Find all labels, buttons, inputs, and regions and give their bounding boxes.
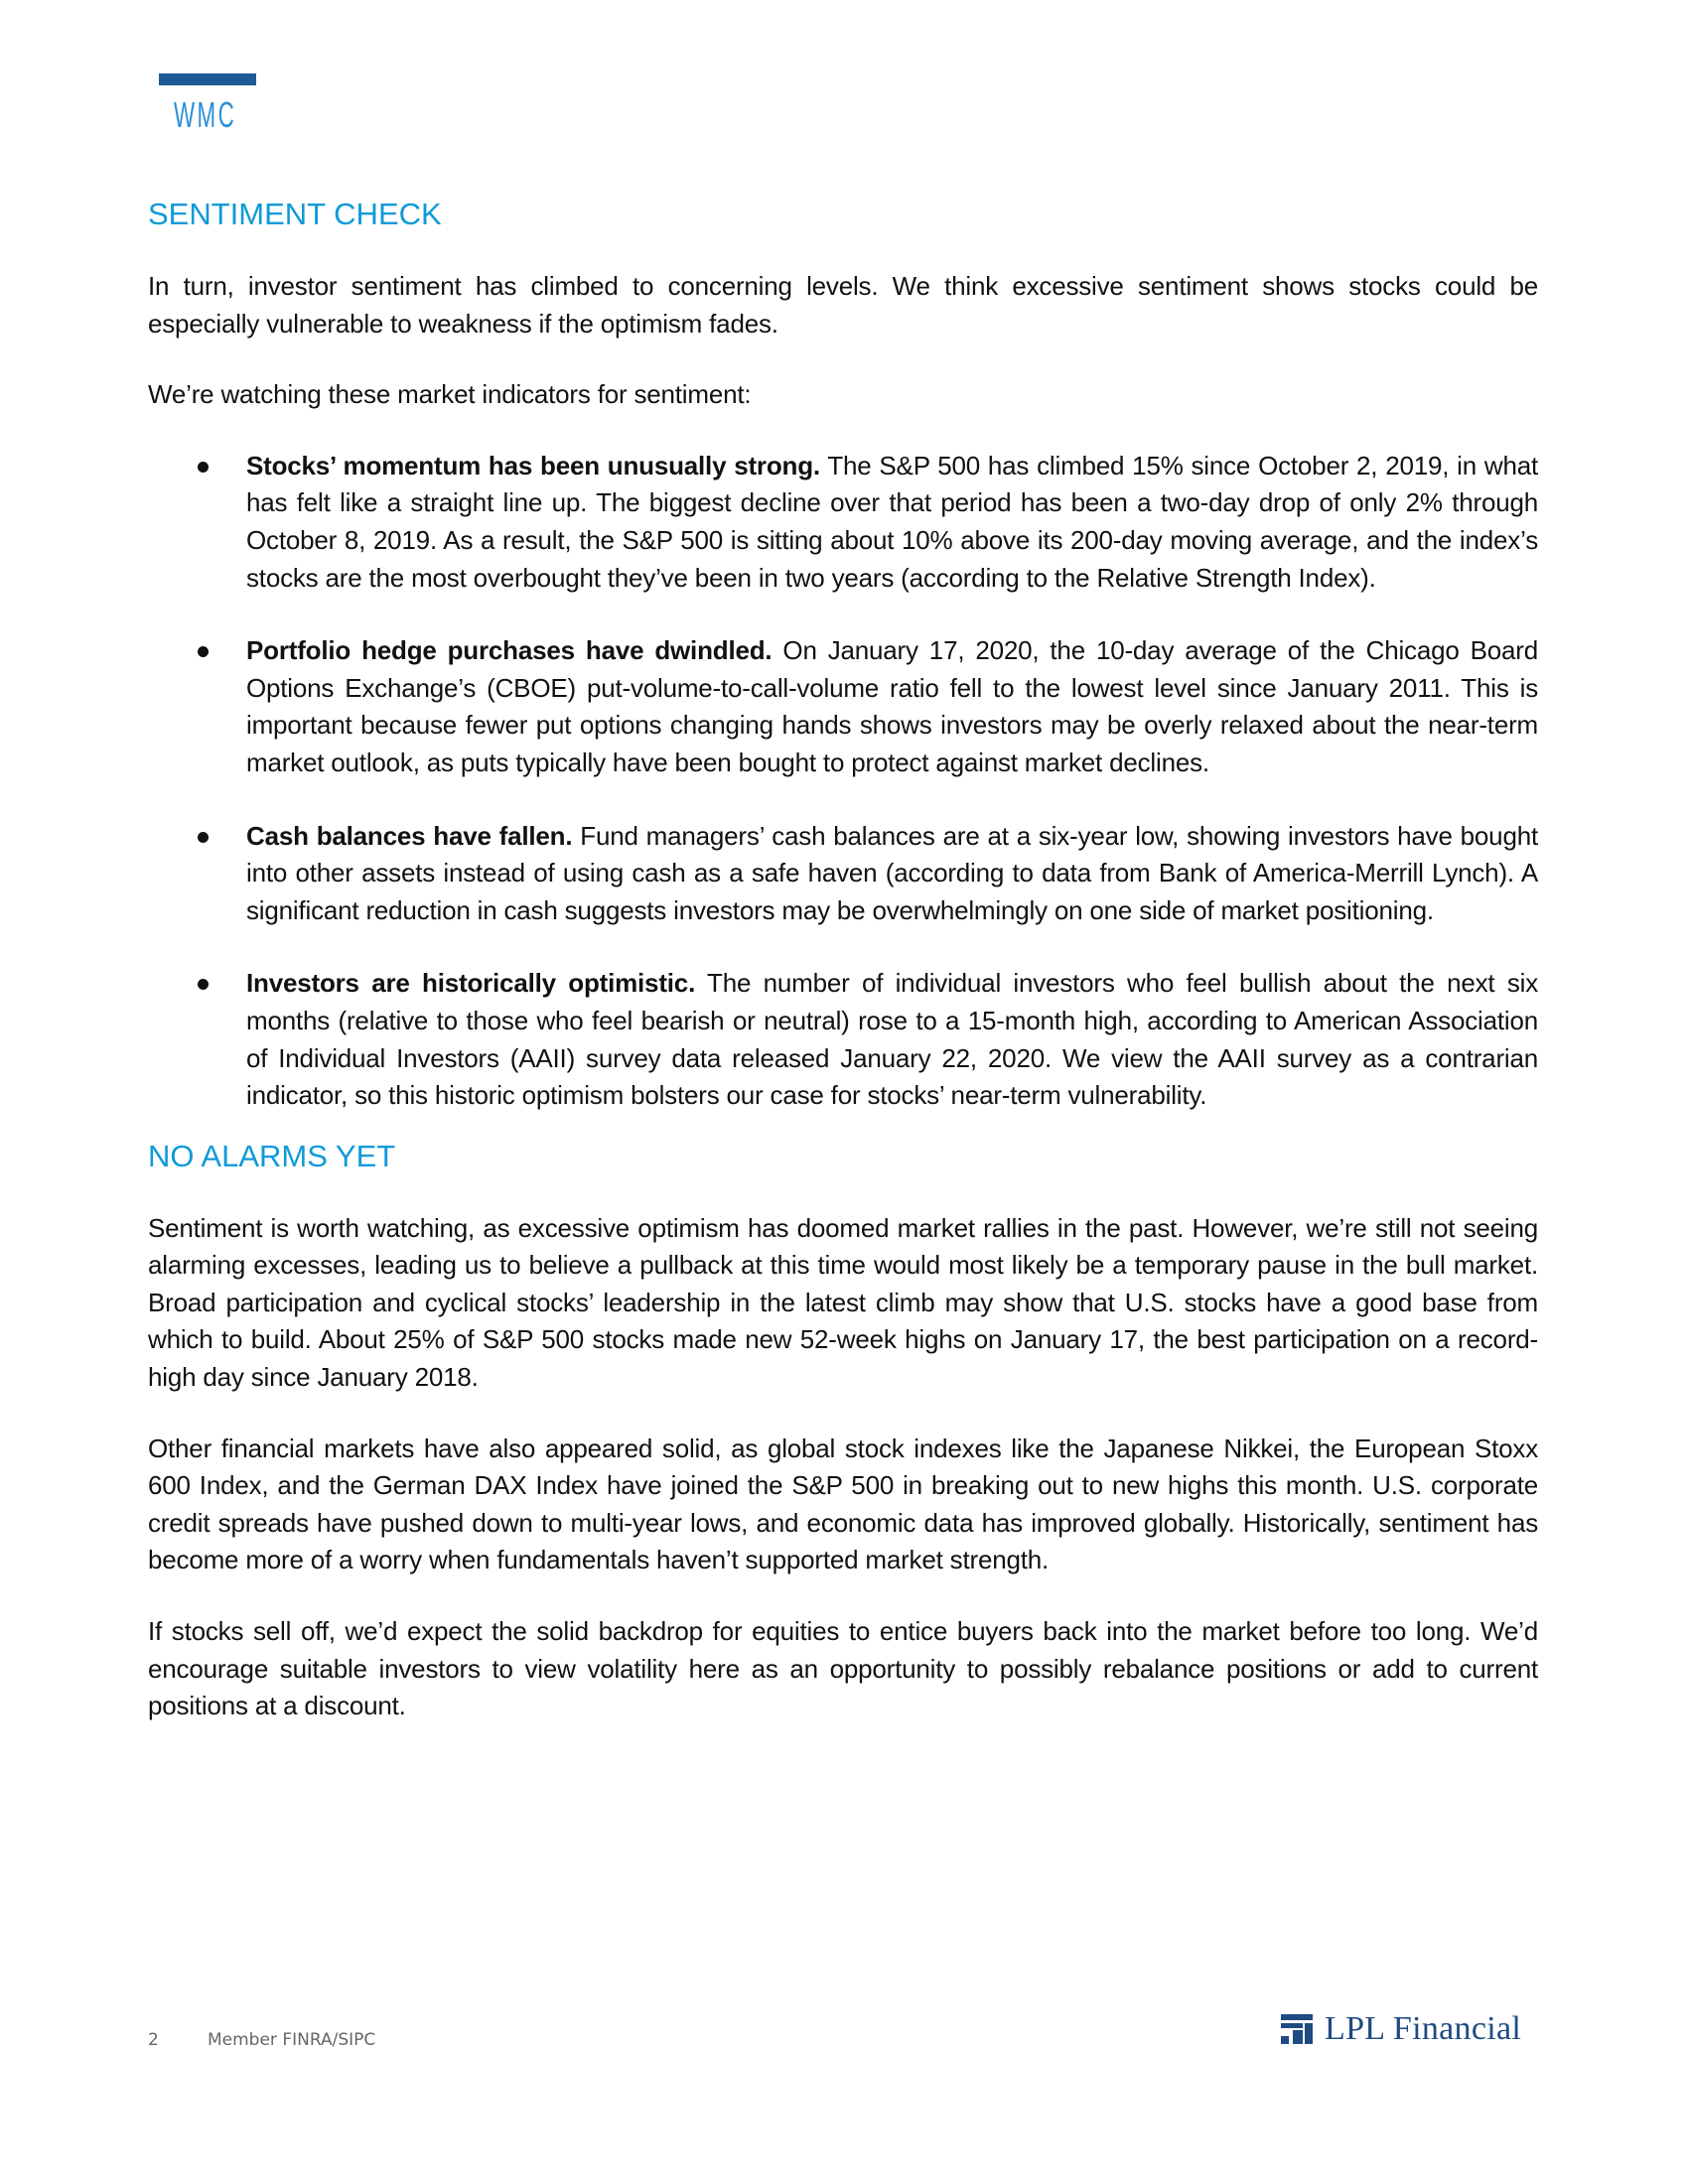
bullet-icon <box>198 462 209 473</box>
list-item <box>148 965 1538 1114</box>
paragraph: Sentiment is worth watching, as excessive optimism has doomed market rallies in the past. However, we’re still not seeing alarming excesses, leading us to believe a pullback at this time would most likely be a temporary pause in the bull market. Broad participation and cyclical stocks’ leadership in the latest climb may show that U.S. stocks have a good base from which to build. About 25% of S&P 500 stocks made new 52-week highs on January 17, the best participation on a record-high day since January 2018. <box>148 1212 1538 1393</box>
bullet-lead: Investors are historically optimistic. <box>246 968 696 999</box>
bullet-icon <box>198 646 209 657</box>
list-item <box>148 632 1538 781</box>
list-item <box>148 818 1538 930</box>
page-number: 2 <box>148 2030 159 2050</box>
wmc-logo <box>159 73 256 133</box>
lpl-brand-text: LPL Financial <box>1325 2010 1522 2047</box>
document-body <box>148 195 1538 1759</box>
paragraph: We’re watching these market indicators for sentiment: <box>148 379 752 410</box>
lpl-financial-logo <box>1281 2010 1521 2048</box>
section-heading-no-alarms-yet: NO ALARMS YET <box>148 1138 396 1173</box>
finra-sipc-text: Member FINRA/SIPC <box>208 2030 376 2050</box>
logo-bar <box>159 73 256 85</box>
bullet-text: The S&P 500 has climbed 15% since October 2, 2019, in what has felt like a straight line up. The biggest decline over that period has been a two-day drop of only 2% through October 8, 2019. As a result, the S&P 500 is sitting about 10% above its 200-day moving average, and the index’s stocks are the most overbought they’ve been in two years (according to the Relative Strength Index). <box>246 450 1538 593</box>
paragraph: In turn, investor sentiment has climbed to concerning levels. We think excessive sentiment shows stocks could be especially vulnerable to weakness if the optimism fades. <box>148 271 1538 339</box>
bullet-icon <box>198 979 209 990</box>
lpl-logo-icon <box>1281 2014 1313 2044</box>
bullet-lead: Stocks’ momentum has been unusually strong. <box>246 450 820 480</box>
logo-text: WMC <box>174 94 237 135</box>
list-item <box>148 448 1538 597</box>
bullet-text: The number of individual investors who feel bullish about the next six months (relative to those who feel bearish or neutral) rose to a 15-month high, according to American Association of Individual Investors (AAII) survey data released January 22, 2020. We view the AAII survey as a contrarian indicator, so this historic optimism bolsters our case for stocks’ near-term vulnerability. <box>246 968 1538 1111</box>
bullet-lead: Cash balances have fallen. <box>246 820 573 851</box>
indicator-list <box>148 448 1538 1115</box>
paragraph: Other financial markets have also appeared solid, as global stock indexes like the Japanese Nikkei, the European Stoxx 600 Index, and the German DAX Index have joined the S&P 500 in breaking out to new highs this month. U.S. corporate credit spreads have pushed down to multi-year lows, and economic data has improved globally. Historically, sentiment has become more of a worry when fundamentals haven’t supported market strength. <box>148 1433 1538 1575</box>
paragraph: If stocks sell off, we’d expect the solid backdrop for equities to entice buyers back into the market before too long. We’d encourage suitable investors to view volatility here as an opportunity to possibly rebalance positions or add to current positions at a discount. <box>148 1616 1538 1721</box>
bullet-text: On January 17, 2020, the 10-day average of the Chicago Board Options Exchange’s (CBOE) put-volume-to-call-volume ratio fell to the lowest level since January 2011. This is important because fewer put options changing hands shows investors may be overly relaxed about the near-term market outlook, as puts typically have been bought to protect against market declines. <box>246 635 1538 777</box>
bullet-lead: Portfolio hedge purchases have dwindled. <box>246 635 773 666</box>
bullet-text: Fund managers’ cash balances are at a six-year low, showing investors have bought into other assets instead of using cash as a safe haven (according to data from Bank of America-Merrill Lynch). A significant reduction in cash suggests investors may be overwhelmingly on one side of market positioning. <box>246 820 1538 925</box>
footer-disclosure <box>148 2030 375 2050</box>
bullet-icon <box>198 832 209 843</box>
section-heading-sentiment-check: SENTIMENT CHECK <box>148 197 442 231</box>
